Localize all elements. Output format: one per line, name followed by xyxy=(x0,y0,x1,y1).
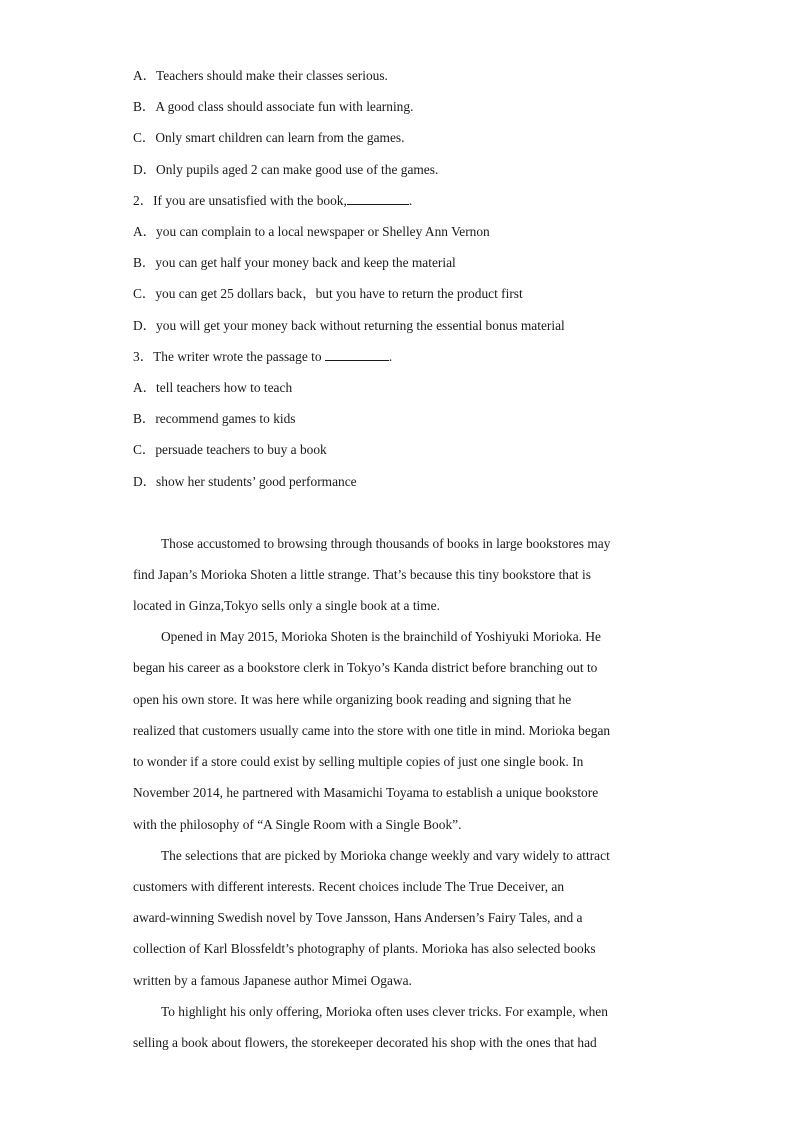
q2-answer-blank xyxy=(347,192,409,205)
passage-line: selling a book about flowers, the storekeeper decorated his shop with the ones that had xyxy=(133,1035,597,1050)
passage-line: Those accustomed to browsing through thousands of books in large bookstores may xyxy=(161,536,611,551)
passage-line: to wonder if a store could exist by selling multiple copies of just one single book. In xyxy=(133,754,584,769)
q2-option-d: D．you will get your money back without returning the essential bonus material xyxy=(133,318,565,333)
q1-option-d: D．Only pupils aged 2 can make good use of the games. xyxy=(133,162,439,177)
passage-line: began his career as a bookstore clerk in Tokyo’s Kanda district before branching out to xyxy=(133,660,598,675)
q2-stem: 2．If you are unsatisfied with the book, . xyxy=(133,193,413,208)
passage-line: located in Ginza,Tokyo sells only a single book at a time. xyxy=(133,598,440,613)
passage-line: find Japan’s Morioka Shoten a little strange. That’s because this tiny bookstore that is xyxy=(133,567,591,582)
passage-line: Opened in May 2015, Morioka Shoten is the brainchild of Yoshiyuki Morioka. He xyxy=(161,629,601,644)
passage-line: To highlight his only offering, Morioka often uses clever tricks. For example, when xyxy=(161,1004,608,1019)
passage-line: realized that customers usually came into the store with one title in mind. Morioka began xyxy=(133,723,611,738)
q3-answer-blank xyxy=(325,348,389,361)
q1-option-c: C．Only smart children can learn from the games. xyxy=(133,130,405,145)
q3-stem: 3．The writer wrote the passage to . xyxy=(133,349,393,364)
q1-option-b: B．A good class should associate fun with learning. xyxy=(133,99,414,114)
passage-line: collection of Karl Blossfeldt’s photography of plants. Morioka has also selected books xyxy=(133,941,596,956)
passage-line: written by a famous Japanese author Mimei Ogawa. xyxy=(133,973,412,988)
passage-line: open his own store. It was here while organizing book reading and signing that he xyxy=(133,692,572,707)
q2-option-a: A．you can complain to a local newspaper or Shelley Ann Vernon xyxy=(133,224,490,239)
passage-line: customers with different interests. Recent choices include The True Deceiver, an xyxy=(133,879,565,894)
q3-option-b: B．recommend games to kids xyxy=(133,411,296,426)
passage-line: with the philosophy of “A Single Room with a Single Book”. xyxy=(133,817,462,832)
q2-option-b: B．you can get half your money back and keep the material xyxy=(133,255,456,270)
passage-line: The selections that are picked by Morioka change weekly and vary widely to attract xyxy=(161,848,610,863)
q3-option-d: D．show her students’ good performance xyxy=(133,474,357,489)
q2-option-c: C．you can get 25 dollars back，but you have to return the product first xyxy=(133,286,523,301)
q3-option-c: C．persuade teachers to buy a book xyxy=(133,442,327,457)
passage-line: November 2014, he partnered with Masamichi Toyama to establish a unique bookstore xyxy=(133,785,599,800)
q3-option-a: A．tell teachers how to teach xyxy=(133,380,293,395)
passage-line: award-winning Swedish novel by Tove Jansson, Hans Andersen’s Fairy Tales, and a xyxy=(133,910,583,925)
q1-option-a: A．Teachers should make their classes serious. xyxy=(133,68,388,83)
